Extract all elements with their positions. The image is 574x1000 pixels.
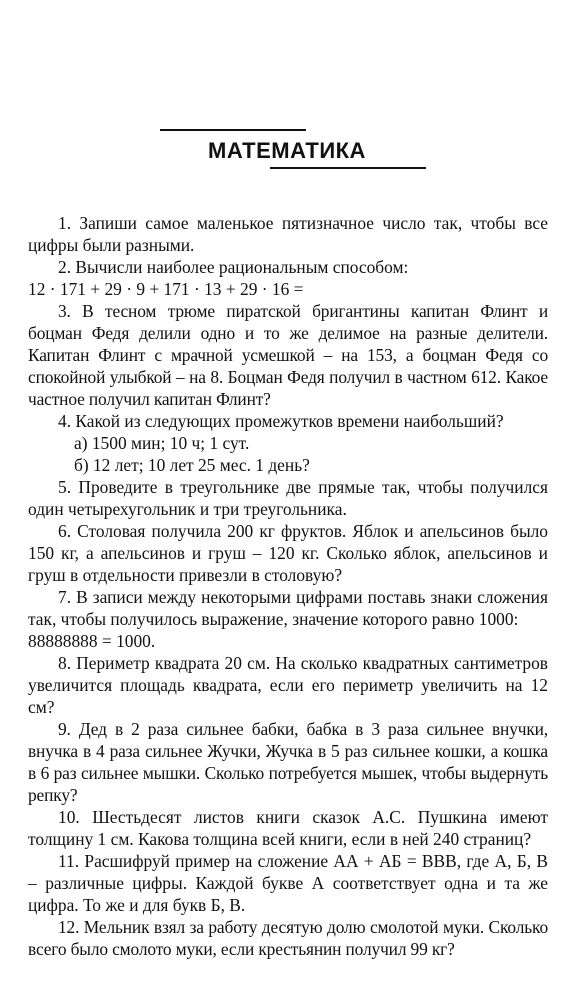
problem-paragraph: а) 1500 мин; 10 ч; 1 сут. [74, 433, 250, 453]
problem-paragraph: 6. Столовая получила 200 кг фруктов. Яблок и апельсинов было 150 кг, а апельсинов и груш – 120 кг. Сколько яблок, апельсинов и груш в отдельности привезли в столовую? [28, 521, 548, 585]
problem-paragraph: б) 12 лет; 10 лет 25 мес. 1 день? [74, 455, 310, 475]
title-rule-bottom [270, 167, 426, 169]
problem-paragraph: 3. В тесном трюме пиратской бригантины капитан Флинт и боцман Федя делили одно и то же делимое на разные делители. Капитан Флинт с мрачной усмешкой – на 153, а боцман Федя со спокойной улыбкой – на 8. Боцман Федя получил в частном 612. Какое частное получил капитан Флинт? [28, 301, 548, 409]
problem-paragraph: 9. Дед в 2 раза сильнее бабки, бабка в 3 раза сильнее внучки, внучка в 4 раза сильнее Жучки, Жучка в 5 раз сильнее кошки, а кошка в 6 раз сильнее мышки. Сколько потребуется мышек, чтобы выдернуть репку? [28, 719, 548, 805]
problem-paragraph: 7. В записи между некоторыми цифрами поставь знаки сложения так, чтобы получилось выражение, значение которого равно 1000: [28, 587, 548, 629]
problem-paragraph: 10. Шестьдесят листов книги сказок А.С. Пушкина имеют толщину 1 см. Какова толщина всей книги, если в ней 240 страниц? [28, 807, 548, 849]
problem-paragraph: 8. Периметр квадрата 20 см. На сколько квадратных сантиметров увеличится площадь квадрата, если его периметр увеличить на 12 см? [28, 653, 548, 717]
problem-paragraph: 2. Вычисли наиболее рациональным способом: [58, 257, 409, 277]
page-title: МАТЕМАТИКА [208, 138, 366, 163]
problem-paragraph: 12. Мельник взял за работу десятую долю смолотой муки. Сколько всего было смолото муки, если крестьянин получил 99 кг? [28, 917, 548, 959]
problem-paragraph: 12 · 171 + 29 · 9 + 171 · 13 + 29 · 16 = [28, 279, 304, 299]
title-rule-top [160, 129, 306, 131]
problem-paragraph: 1. Запиши самое маленькое пятизначное число так, чтобы все цифры были разными. [28, 213, 548, 255]
problem-paragraph: 5. Проведите в треугольнике две прямые так, чтобы получился один четырехугольник и три треугольника. [28, 477, 548, 519]
problem-paragraph: 4. Какой из следующих промежутков времени наибольший? [58, 411, 504, 431]
problem-paragraph: 88888888 = 1000. [28, 631, 156, 651]
problem-paragraph: 11. Расшифруй пример на сложение АА + АБ = ВВВ, где А, Б, В – различные цифры. Каждой букве А соответствует одна и та же цифра. То же и для букв Б, В. [28, 851, 548, 915]
problem-list [28, 212, 548, 960]
